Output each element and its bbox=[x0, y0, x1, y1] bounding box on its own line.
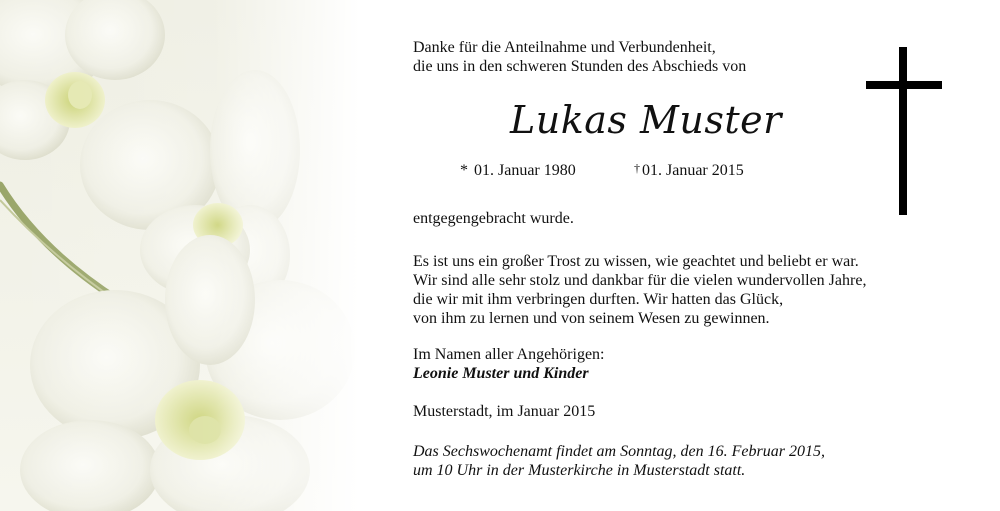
family-intro: Im Namen aller Angehörigen: bbox=[413, 346, 605, 363]
comfort-line: von ihm zu lernen und von seinem Wesen zu gewinnen. bbox=[413, 310, 770, 327]
life-dates bbox=[460, 162, 744, 180]
birth-date-group bbox=[460, 162, 634, 180]
birth-date: 01. Januar 1980 bbox=[474, 162, 576, 179]
cross-vertical-bar bbox=[899, 47, 907, 215]
service-notice bbox=[413, 442, 825, 480]
orchid-photo bbox=[0, 0, 360, 511]
comfort-text bbox=[413, 252, 866, 328]
intro-line: Danke für die Anteilnahme und Verbundenheit, bbox=[413, 39, 716, 56]
comfort-line: die wir mit ihm verbringen durften. Wir hatten das Glück, bbox=[413, 291, 784, 308]
birth-star-icon: * bbox=[460, 162, 468, 179]
place-date: Musterstadt, im Januar 2015 bbox=[413, 403, 596, 420]
death-date: 01. Januar 2015 bbox=[642, 162, 744, 179]
cross-horizontal-bar bbox=[866, 81, 942, 89]
service-line: Das Sechswochenamt findet am Sonntag, den 16. Februar 2015, bbox=[413, 443, 825, 460]
comfort-line: Wir sind alle sehr stolz und dankbar für die vielen wundervollen Jahre, bbox=[413, 272, 867, 289]
death-date-group bbox=[634, 162, 744, 179]
intro-text bbox=[413, 38, 746, 76]
comfort-line: Es ist uns ein großer Trost zu wissen, wie geachtet und beliebt er war. bbox=[413, 253, 859, 270]
deceased-name: Lukas Muster bbox=[510, 98, 782, 142]
family-signature bbox=[413, 345, 605, 383]
death-dagger-icon: † bbox=[634, 161, 640, 175]
intro-line: die uns in den schweren Stunden des Abschieds von bbox=[413, 58, 747, 75]
cross-icon bbox=[866, 47, 942, 215]
family-names: Leonie Muster und Kinder bbox=[413, 365, 589, 382]
received-text: entgegengebracht wurde. bbox=[413, 210, 574, 227]
service-line: um 10 Uhr in der Musterkirche in Musterstadt statt. bbox=[413, 462, 746, 479]
